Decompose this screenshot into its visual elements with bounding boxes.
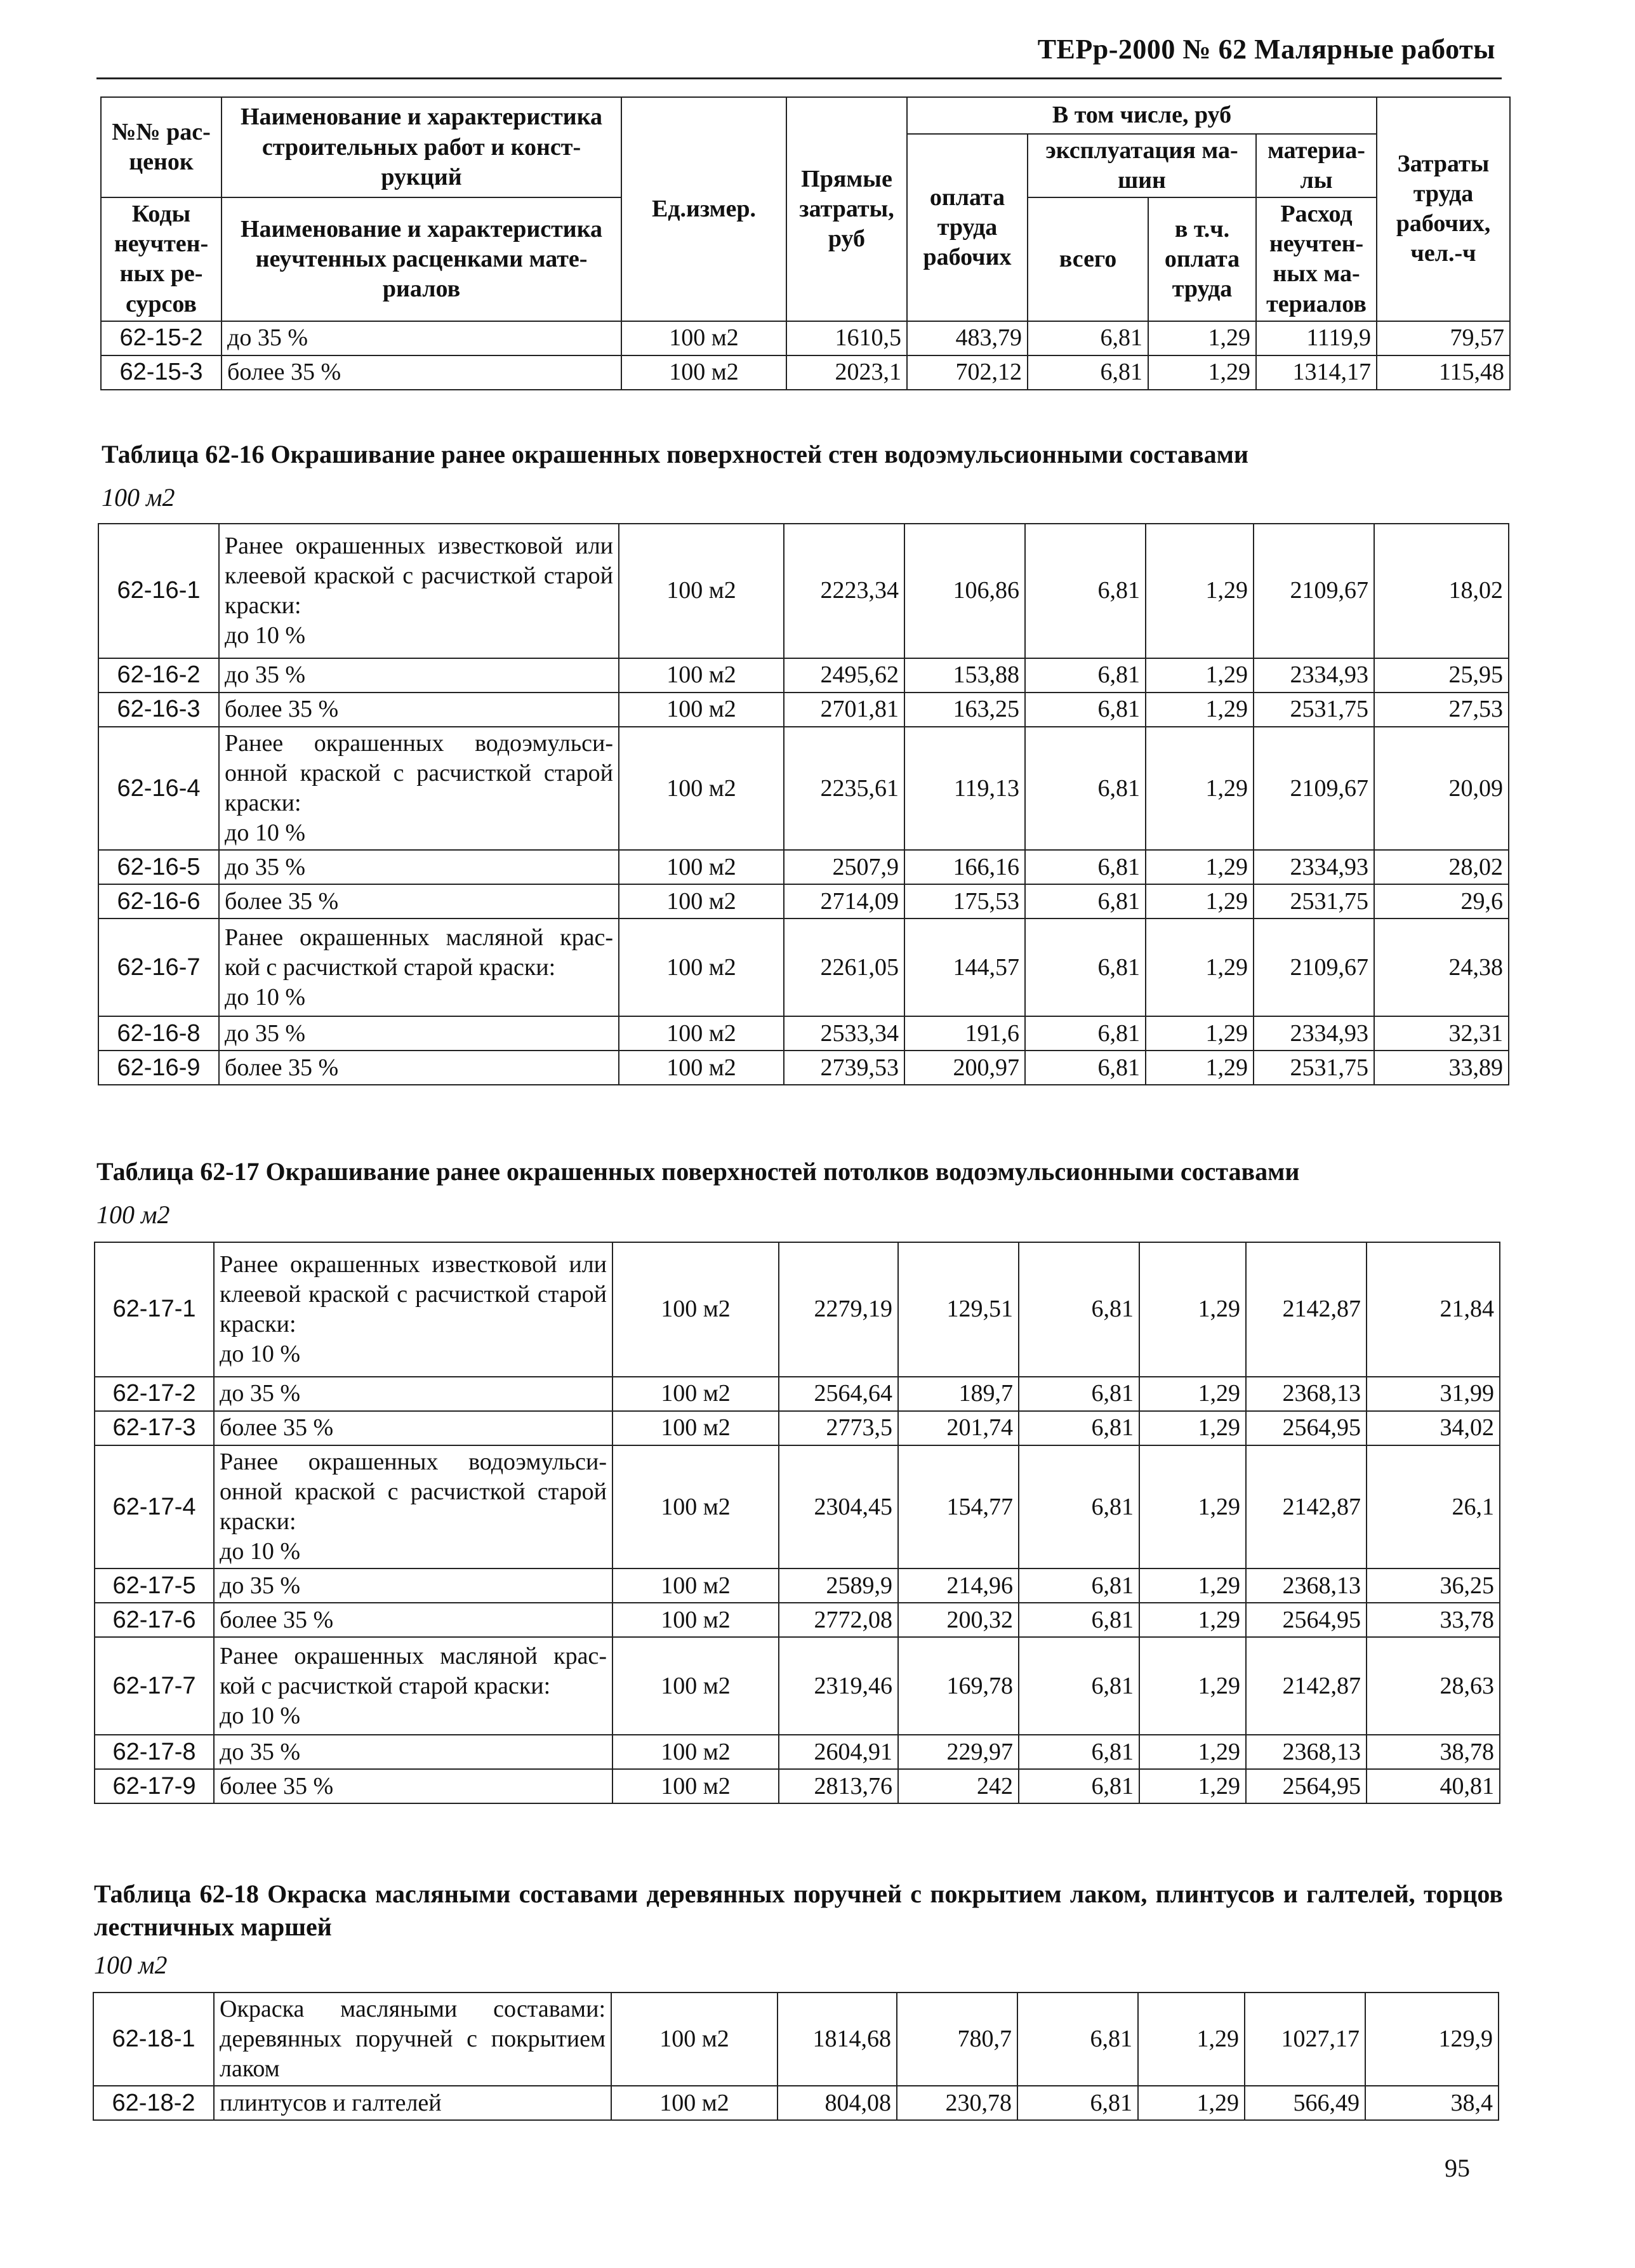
cell-code: 62-16-6 bbox=[98, 884, 219, 918]
table-row bbox=[95, 1568, 1500, 1603]
cell-unit: 100 м2 bbox=[621, 321, 786, 355]
cell-unit: 100 м2 bbox=[612, 1603, 779, 1637]
cell-wages: 106,86 bbox=[904, 524, 1025, 658]
cell-wages: 154,77 bbox=[898, 1445, 1019, 1568]
cell-unit: 100 м2 bbox=[619, 884, 784, 918]
cell-name-sub: до 10 % bbox=[220, 1341, 300, 1368]
cell-name bbox=[219, 524, 619, 658]
cell-name-main: Ранее окрашенных масляной крас-кой с расчисткой старой краски: bbox=[225, 924, 613, 981]
table-row bbox=[98, 693, 1509, 727]
table-row bbox=[95, 1411, 1500, 1445]
col-header-wages: оплата труда рабочих bbox=[907, 134, 1028, 321]
cell-wages: 144,57 bbox=[904, 918, 1025, 1016]
cell-labor: 25,95 bbox=[1374, 658, 1509, 693]
cell-labor: 29,6 bbox=[1374, 884, 1509, 918]
header-rule bbox=[96, 77, 1502, 79]
cell-wages: 191,6 bbox=[904, 1016, 1025, 1051]
col-header-labor: Затраты труда рабочих, чел.-ч bbox=[1377, 97, 1510, 321]
cell-name: более 35 % bbox=[222, 355, 621, 390]
cell-code: 62-16-3 bbox=[98, 693, 219, 727]
cell-name: до 35 % bbox=[222, 321, 621, 355]
cell-wages: 119,13 bbox=[904, 727, 1025, 850]
cell-mach-wages: 1,29 bbox=[1139, 1568, 1246, 1603]
cell-mach-wages: 1,29 bbox=[1146, 918, 1254, 1016]
cell-unit: 100 м2 bbox=[611, 2086, 778, 2120]
cell-direct: 2507,9 bbox=[784, 850, 904, 884]
col-header-machines: эксплуатация ма-шин bbox=[1028, 134, 1256, 197]
cell-machines: 6,81 bbox=[1019, 1568, 1139, 1603]
cell-code: 62-17-2 bbox=[95, 1377, 214, 1411]
col-header-code: №№ рас-ценок bbox=[101, 97, 222, 197]
cell-machines: 6,81 bbox=[1019, 1411, 1139, 1445]
cell-wages: 229,97 bbox=[898, 1735, 1019, 1769]
table-62-18 bbox=[93, 1992, 1499, 2121]
table-row bbox=[98, 1016, 1509, 1051]
table-62-16-unit: 100 м2 bbox=[102, 483, 175, 512]
cell-unit: 100 м2 bbox=[619, 693, 784, 727]
cell-wages: 163,25 bbox=[904, 693, 1025, 727]
cell-machines: 6,81 bbox=[1025, 693, 1146, 727]
cell-name-sub: до 10 % bbox=[225, 819, 305, 847]
cell-unit: 100 м2 bbox=[611, 1993, 778, 2086]
cell-direct: 2261,05 bbox=[784, 918, 904, 1016]
cell-code: 62-17-7 bbox=[95, 1637, 214, 1735]
cell-labor: 38,4 bbox=[1365, 2086, 1499, 2120]
cell-machines: 6,81 bbox=[1025, 884, 1146, 918]
cell-direct: 2304,45 bbox=[779, 1445, 898, 1568]
cell-unit: 100 м2 bbox=[619, 658, 784, 693]
cell-code: 62-17-8 bbox=[95, 1735, 214, 1769]
cell-labor: 33,89 bbox=[1374, 1051, 1509, 1085]
cell-machines: 6,81 bbox=[1019, 1377, 1139, 1411]
cell-code: 62-16-2 bbox=[98, 658, 219, 693]
cell-machines: 6,81 bbox=[1019, 1637, 1139, 1735]
cell-wages: 702,12 bbox=[907, 355, 1028, 390]
cell-mach-wages: 1,29 bbox=[1146, 658, 1254, 693]
col-header-direct: Прямые затраты, руб bbox=[786, 97, 907, 321]
cell-direct: 2701,81 bbox=[784, 693, 904, 727]
cell-code: 62-15-2 bbox=[101, 321, 222, 355]
table-row bbox=[95, 1445, 1500, 1568]
cell-name: Окраска масляными составами: деревянных поручней с покрытием лаком bbox=[214, 1993, 611, 2086]
col-header-name-res: Наименование и характеристика неучтенных расценками мате-риалов bbox=[222, 197, 621, 321]
cell-name: до 35 % bbox=[214, 1735, 612, 1769]
cell-materials: 2142,87 bbox=[1246, 1637, 1367, 1735]
cell-unit: 100 м2 bbox=[612, 1445, 779, 1568]
cell-code: 62-17-4 bbox=[95, 1445, 214, 1568]
cell-direct: 2235,61 bbox=[784, 727, 904, 850]
cell-machines: 6,81 bbox=[1019, 1445, 1139, 1568]
cell-materials: 2531,75 bbox=[1254, 1051, 1374, 1085]
cell-name: более 35 % bbox=[219, 884, 619, 918]
cell-materials: 2109,67 bbox=[1254, 918, 1374, 1016]
cell-name-main: Ранее окрашенных водоэмульси-онной краской с расчисткой старой краски: bbox=[225, 730, 613, 817]
cell-materials: 2564,95 bbox=[1246, 1769, 1367, 1803]
cell-name: более 35 % bbox=[214, 1769, 612, 1803]
cell-machines: 6,81 bbox=[1025, 727, 1146, 850]
cell-materials: 2334,93 bbox=[1254, 850, 1374, 884]
cell-name-main: Ранее окрашенных известковой или клеевой краской с расчисткой старой краски: bbox=[220, 1250, 607, 1337]
cell-mach-wages: 1,29 bbox=[1139, 1603, 1246, 1637]
cell-direct: 2319,46 bbox=[779, 1637, 898, 1735]
table-row bbox=[98, 727, 1509, 850]
cell-machines: 6,81 bbox=[1025, 1016, 1146, 1051]
cell-code: 62-16-8 bbox=[98, 1016, 219, 1051]
cell-name: до 35 % bbox=[219, 658, 619, 693]
cell-mach-wages: 1,29 bbox=[1146, 727, 1254, 850]
cell-mach-wages: 1,29 bbox=[1146, 1016, 1254, 1051]
cell-direct: 2772,08 bbox=[779, 1603, 898, 1637]
cell-wages: 166,16 bbox=[904, 850, 1025, 884]
cell-materials: 2368,13 bbox=[1246, 1568, 1367, 1603]
cell-labor: 36,25 bbox=[1367, 1568, 1500, 1603]
cell-name: более 35 % bbox=[219, 693, 619, 727]
cell-name: до 35 % bbox=[219, 1016, 619, 1051]
cell-wages: 214,96 bbox=[898, 1568, 1019, 1603]
cell-name: более 35 % bbox=[214, 1411, 612, 1445]
col-header-codes-res: Коды неучтен-ных ре-сурсов bbox=[101, 197, 222, 321]
cell-unit: 100 м2 bbox=[612, 1769, 779, 1803]
col-header-mach-total: всего bbox=[1028, 197, 1148, 321]
cell-direct: 2773,5 bbox=[779, 1411, 898, 1445]
cell-code: 62-17-1 bbox=[95, 1242, 214, 1377]
cell-unit: 100 м2 bbox=[619, 1016, 784, 1051]
cell-labor: 129,9 bbox=[1365, 1993, 1499, 2086]
table-row bbox=[95, 1769, 1500, 1803]
cell-materials: 2368,13 bbox=[1246, 1377, 1367, 1411]
table-row bbox=[93, 1993, 1499, 2086]
cell-labor: 21,84 bbox=[1367, 1242, 1500, 1377]
cell-name bbox=[219, 727, 619, 850]
table-row bbox=[101, 321, 1510, 355]
cell-name-main: Ранее окрашенных водоэмульси-онной краской с расчисткой старой краски: bbox=[220, 1449, 607, 1535]
cell-unit: 100 м2 bbox=[619, 524, 784, 658]
cell-materials: 1119,9 bbox=[1256, 321, 1377, 355]
cell-unit: 100 м2 bbox=[612, 1637, 779, 1735]
cell-name-sub: до 10 % bbox=[220, 1538, 300, 1565]
table-row bbox=[98, 524, 1509, 658]
cell-labor: 79,57 bbox=[1377, 321, 1510, 355]
cell-wages: 169,78 bbox=[898, 1637, 1019, 1735]
cell-name-main: Ранее окрашенных масляной крас-кой с расчисткой старой краски: bbox=[220, 1642, 607, 1699]
table-62-16-title: Таблица 62-16 Окрашивание ранее окрашенных поверхностей стен водоэмульсионными составами bbox=[102, 440, 1248, 468]
cell-machines: 6,81 bbox=[1019, 1735, 1139, 1769]
cell-materials: 2334,93 bbox=[1254, 1016, 1374, 1051]
cell-materials: 1027,17 bbox=[1245, 1993, 1365, 2086]
cell-machines: 6,81 bbox=[1025, 524, 1146, 658]
cell-name: более 35 % bbox=[214, 1603, 612, 1637]
cell-machines: 6,81 bbox=[1019, 1769, 1139, 1803]
col-header-mach-wages: в т.ч. оплата труда bbox=[1148, 197, 1256, 321]
cell-direct: 2813,76 bbox=[779, 1769, 898, 1803]
cell-direct: 2223,34 bbox=[784, 524, 904, 658]
cell-direct: 2495,62 bbox=[784, 658, 904, 693]
cell-machines: 6,81 bbox=[1025, 918, 1146, 1016]
cell-code: 62-16-7 bbox=[98, 918, 219, 1016]
cell-unit: 100 м2 bbox=[612, 1242, 779, 1377]
table-row bbox=[98, 1051, 1509, 1085]
table-row bbox=[95, 1377, 1500, 1411]
table-row bbox=[95, 1603, 1500, 1637]
cell-code: 62-15-3 bbox=[101, 355, 222, 390]
cell-wages: 780,7 bbox=[897, 1993, 1017, 2086]
cell-labor: 26,1 bbox=[1367, 1445, 1500, 1568]
cell-wages: 153,88 bbox=[904, 658, 1025, 693]
col-header-mat-unacc: Расход неучтен-ных ма-териалов bbox=[1256, 197, 1377, 321]
cell-wages: 189,7 bbox=[898, 1377, 1019, 1411]
cell-mach-wages: 1,29 bbox=[1139, 1377, 1246, 1411]
cell-code: 62-16-4 bbox=[98, 727, 219, 850]
cell-materials: 2564,95 bbox=[1246, 1603, 1367, 1637]
cell-name bbox=[214, 1637, 612, 1735]
cell-direct: 804,08 bbox=[778, 2086, 897, 2120]
cell-unit: 100 м2 bbox=[612, 1568, 779, 1603]
cell-wages: 129,51 bbox=[898, 1242, 1019, 1377]
cell-name-sub: до 10 % bbox=[225, 622, 305, 649]
cell-direct: 2714,09 bbox=[784, 884, 904, 918]
cell-mach-wages: 1,29 bbox=[1139, 1445, 1246, 1568]
cell-unit: 100 м2 bbox=[612, 1735, 779, 1769]
table-row bbox=[95, 1637, 1500, 1735]
cell-wages: 200,32 bbox=[898, 1603, 1019, 1637]
cell-machines: 6,81 bbox=[1017, 1993, 1138, 2086]
cell-labor: 20,09 bbox=[1374, 727, 1509, 850]
cell-wages: 200,97 bbox=[904, 1051, 1025, 1085]
cell-machines: 6,81 bbox=[1019, 1603, 1139, 1637]
table-62-18-unit: 100 м2 bbox=[94, 1951, 168, 1979]
cell-name-sub: до 10 % bbox=[225, 983, 305, 1011]
cell-labor: 31,99 bbox=[1367, 1377, 1500, 1411]
cell-mach-wages: 1,29 bbox=[1146, 693, 1254, 727]
col-header-name: Наименование и характеристика строительных работ и конст-рукций bbox=[222, 97, 621, 197]
cell-labor: 28,63 bbox=[1367, 1637, 1500, 1735]
cell-code: 62-17-5 bbox=[95, 1568, 214, 1603]
cell-mach-wages: 1,29 bbox=[1139, 1769, 1246, 1803]
cell-machines: 6,81 bbox=[1019, 1242, 1139, 1377]
cell-materials: 2109,67 bbox=[1254, 727, 1374, 850]
cell-direct: 2023,1 bbox=[786, 355, 907, 390]
cell-direct: 2589,9 bbox=[779, 1568, 898, 1603]
cell-materials: 2142,87 bbox=[1246, 1242, 1367, 1377]
cell-mach-wages: 1,29 bbox=[1146, 884, 1254, 918]
col-header-unit: Ед.измер. bbox=[621, 97, 786, 321]
cell-mach-wages: 1,29 bbox=[1146, 524, 1254, 658]
cell-name: до 35 % bbox=[219, 850, 619, 884]
cell-mach-wages: 1,29 bbox=[1146, 1051, 1254, 1085]
table-62-17 bbox=[94, 1242, 1500, 1804]
cell-labor: 28,02 bbox=[1374, 850, 1509, 884]
cell-code: 62-18-2 bbox=[93, 2086, 214, 2120]
cell-materials: 566,49 bbox=[1245, 2086, 1365, 2120]
cell-machines: 6,81 bbox=[1025, 1051, 1146, 1085]
cell-materials: 2531,75 bbox=[1254, 884, 1374, 918]
cell-labor: 34,02 bbox=[1367, 1411, 1500, 1445]
table-row bbox=[98, 658, 1509, 693]
cell-code: 62-16-1 bbox=[98, 524, 219, 658]
cell-labor: 38,78 bbox=[1367, 1735, 1500, 1769]
cell-wages: 230,78 bbox=[897, 2086, 1017, 2120]
cell-code: 62-17-9 bbox=[95, 1769, 214, 1803]
cell-direct: 1610,5 bbox=[786, 321, 907, 355]
cell-machines: 6,81 bbox=[1025, 658, 1146, 693]
cell-mach-wages: 1,29 bbox=[1139, 1637, 1246, 1735]
cell-direct: 2739,53 bbox=[784, 1051, 904, 1085]
cell-mach-wages: 1,29 bbox=[1148, 355, 1256, 390]
cell-mach-wages: 1,29 bbox=[1138, 1993, 1245, 2086]
cell-name bbox=[219, 918, 619, 1016]
cell-materials: 2142,87 bbox=[1246, 1445, 1367, 1568]
col-header-incl: В том числе, руб bbox=[907, 97, 1377, 134]
table-62-15 bbox=[100, 96, 1511, 390]
cell-direct: 2564,64 bbox=[779, 1377, 898, 1411]
table-62-17-title: Таблица 62-17 Окрашивание ранее окрашенных поверхностей потолков водоэмульсионными составами bbox=[96, 1157, 1300, 1186]
table-row bbox=[101, 355, 1510, 390]
cell-code: 62-17-6 bbox=[95, 1603, 214, 1637]
cell-direct: 1814,68 bbox=[778, 1993, 897, 2086]
cell-machines: 6,81 bbox=[1017, 2086, 1138, 2120]
table-62-18-title: Таблица 62-18 Окраска масляными составами деревянных поручней с покрытием лаком, плинтусов и галтелей, торцов лестничных маршей bbox=[94, 1880, 1503, 1941]
cell-labor: 18,02 bbox=[1374, 524, 1509, 658]
cell-name: более 35 % bbox=[219, 1051, 619, 1085]
table-row bbox=[98, 884, 1509, 918]
cell-wages: 201,74 bbox=[898, 1411, 1019, 1445]
cell-wages: 242 bbox=[898, 1769, 1019, 1803]
cell-code: 62-16-5 bbox=[98, 850, 219, 884]
cell-name-main: Ранее окрашенных известковой или клеевой краской с расчисткой старой краски: bbox=[225, 532, 613, 619]
table-row bbox=[95, 1242, 1500, 1377]
running-header: ТЕРр-2000 № 62 Малярные работы bbox=[1037, 34, 1495, 65]
cell-code: 62-16-9 bbox=[98, 1051, 219, 1085]
cell-mach-wages: 1,29 bbox=[1139, 1242, 1246, 1377]
cell-unit: 100 м2 bbox=[612, 1377, 779, 1411]
cell-labor: 40,81 bbox=[1367, 1769, 1500, 1803]
cell-mach-wages: 1,29 bbox=[1146, 850, 1254, 884]
cell-unit: 100 м2 bbox=[612, 1411, 779, 1445]
table-62-17-unit: 100 м2 bbox=[96, 1200, 170, 1229]
cell-direct: 2604,91 bbox=[779, 1735, 898, 1769]
cell-mach-wages: 1,29 bbox=[1139, 1411, 1246, 1445]
table-row bbox=[98, 918, 1509, 1016]
cell-wages: 483,79 bbox=[907, 321, 1028, 355]
table-row bbox=[95, 1735, 1500, 1769]
cell-labor: 27,53 bbox=[1374, 693, 1509, 727]
cell-labor: 24,38 bbox=[1374, 918, 1509, 1016]
cell-code: 62-17-3 bbox=[95, 1411, 214, 1445]
cell-materials: 1314,17 bbox=[1256, 355, 1377, 390]
cell-materials: 2368,13 bbox=[1246, 1735, 1367, 1769]
cell-unit: 100 м2 bbox=[619, 1051, 784, 1085]
cell-machines: 6,81 bbox=[1025, 850, 1146, 884]
table-row bbox=[98, 850, 1509, 884]
cell-name: до 35 % bbox=[214, 1568, 612, 1603]
cell-code: 62-18-1 bbox=[93, 1993, 214, 2086]
cell-labor: 33,78 bbox=[1367, 1603, 1500, 1637]
cell-materials: 2531,75 bbox=[1254, 693, 1374, 727]
cell-mach-wages: 1,29 bbox=[1138, 2086, 1245, 2120]
cell-unit: 100 м2 bbox=[619, 850, 784, 884]
table-row bbox=[93, 2086, 1499, 2120]
cell-mach-wages: 1,29 bbox=[1148, 321, 1256, 355]
cell-machines: 6,81 bbox=[1028, 321, 1148, 355]
cell-labor: 32,31 bbox=[1374, 1016, 1509, 1051]
cell-machines: 6,81 bbox=[1028, 355, 1148, 390]
cell-unit: 100 м2 bbox=[619, 918, 784, 1016]
cell-materials: 2109,67 bbox=[1254, 524, 1374, 658]
col-header-materials: материа-лы bbox=[1256, 134, 1377, 197]
cell-direct: 2279,19 bbox=[779, 1242, 898, 1377]
cell-labor: 115,48 bbox=[1377, 355, 1510, 390]
cell-materials: 2334,93 bbox=[1254, 658, 1374, 693]
cell-materials: 2564,95 bbox=[1246, 1411, 1367, 1445]
cell-wages: 175,53 bbox=[904, 884, 1025, 918]
cell-direct: 2533,34 bbox=[784, 1016, 904, 1051]
cell-name bbox=[214, 1445, 612, 1568]
cell-name: до 35 % bbox=[214, 1377, 612, 1411]
cell-name: плинтусов и галтелей bbox=[214, 2086, 611, 2120]
cell-mach-wages: 1,29 bbox=[1139, 1735, 1246, 1769]
cell-name bbox=[214, 1242, 612, 1377]
cell-name-sub: до 10 % bbox=[220, 1702, 300, 1729]
page-number: 95 bbox=[1445, 2154, 1470, 2182]
cell-unit: 100 м2 bbox=[619, 727, 784, 850]
cell-unit: 100 м2 bbox=[621, 355, 786, 390]
table-62-16 bbox=[98, 523, 1509, 1085]
